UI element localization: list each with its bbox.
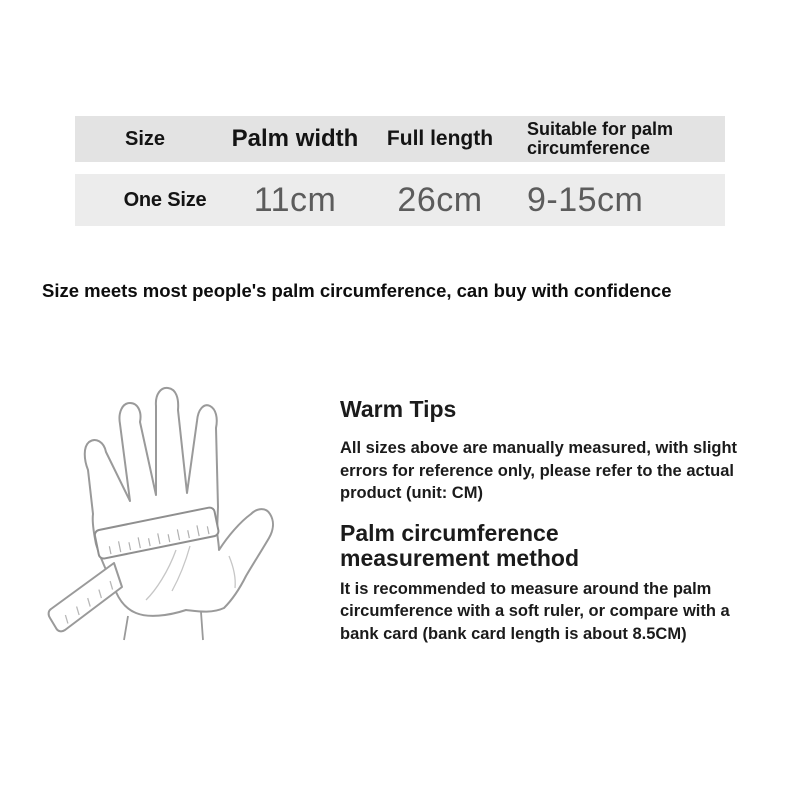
header-cell-palm-width: Palm width <box>231 125 359 152</box>
instructions-column <box>340 397 790 645</box>
header-cell-size: Size <box>124 127 166 150</box>
title-line: measurement method <box>340 544 580 571</box>
cell-palm-circumference-value: 9-15cm <box>527 180 644 219</box>
hand-measuring-tape-illustration <box>36 364 336 664</box>
tape-end <box>49 563 122 631</box>
size-table-data-row <box>75 174 725 226</box>
cell-full-length-value: 26cm <box>397 180 483 219</box>
wrist-lines <box>124 612 203 640</box>
cell-palm-width-value: 11cm <box>253 180 337 219</box>
text-line: circumference with a soft ruler, or compare with a <box>340 602 730 620</box>
title-line: Palm circumference <box>340 519 559 546</box>
header-cell-palm-circumference: Suitable for palm circumference <box>527 119 674 158</box>
size-table-header-row <box>75 116 725 162</box>
measurement-method-text <box>340 578 790 646</box>
confidence-note: Size meets most people's palm circumference, can buy with confidence <box>42 280 672 301</box>
text-line: product (unit: CM) <box>340 484 483 502</box>
measurement-method-title <box>340 521 790 571</box>
text-line: bank card (bank card length is about 8.5CM) <box>340 624 687 643</box>
text-line: All sizes above are manually measured, with slight <box>340 439 738 457</box>
text-line: errors for reference only, please refer to the actual <box>340 461 735 480</box>
cell-size-name: One Size <box>123 188 207 211</box>
warm-tips-text <box>340 437 790 505</box>
warm-tips-title: Warm Tips <box>340 396 457 422</box>
text-line: It is recommended to measure around the palm <box>340 579 712 598</box>
header-cell-full-length: Full length <box>386 127 494 150</box>
